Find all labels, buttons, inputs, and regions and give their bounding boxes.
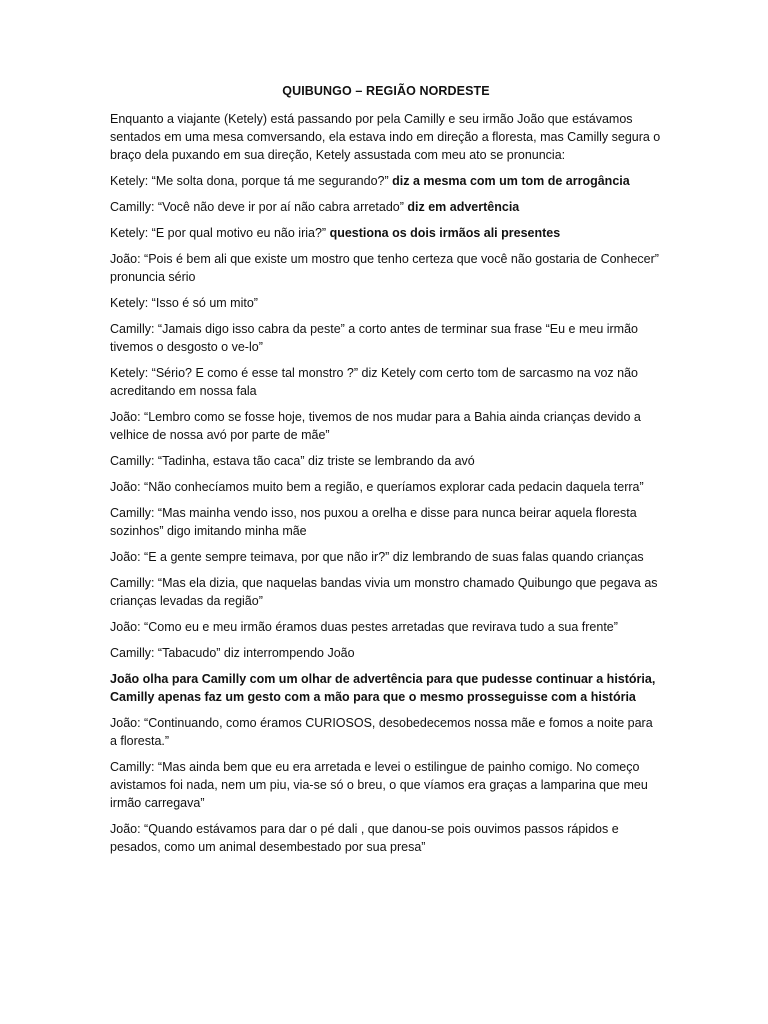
paragraph [110, 172, 662, 190]
paragraph-text: João: “Não conhecíamos muito bem a região, e queríamos explorar cada pedacin daquela terra” [110, 480, 644, 494]
paragraph-text: Ketely: “Sério? E como é esse tal monstro ?” diz Ketely com certo tom de sarcasmo na voz não acreditando em nossa fala [110, 366, 639, 398]
paragraph [110, 670, 662, 706]
paragraph-bold-text: questiona os dois irmãos ali presentes [329, 226, 561, 240]
paragraph-text: Ketely: “Me solta dona, porque tá me segurando?” [110, 174, 393, 188]
paragraph-text: Camilly: “Tadinha, estava tão caca” diz triste se lembrando da avó [110, 454, 475, 468]
paragraph-text: Camilly: “Jamais digo isso cabra da peste” a corto antes de terminar sua frase “Eu e meu irmão tivemos o desgosto o ve-lo” [110, 322, 639, 354]
paragraph-text: João: “Continuando, como éramos CURIOSOS, desobedecemos nossa mãe e fomos a noite para a floresta.” [110, 716, 653, 748]
paragraph-text: Ketely: “Isso é só um mito” [110, 296, 258, 310]
paragraph-bold-text: João olha para Camilly com um olhar de advertência para que pudesse continuar a história, Camilly apenas faz um gesto com a mão para que o mesmo prosseguisse com a história [110, 672, 656, 704]
paragraph [110, 320, 662, 356]
paragraph-text: Camilly: “Você não deve ir por aí não cabra arretado” [110, 200, 408, 214]
paragraph [110, 452, 662, 470]
paragraph-text: João: “Como eu e meu irmão éramos duas pestes arretadas que revirava tudo a sua frente” [110, 620, 618, 634]
paragraph-bold-text: diz em advertência [407, 200, 520, 214]
paragraph-text: Ketely: “E por qual motivo eu não iria?” [110, 226, 330, 240]
paragraph-text: João: “E a gente sempre teimava, por que não ir?” diz lembrando de suas falas quando crianças [110, 550, 644, 564]
paragraph [110, 364, 662, 400]
paragraph [110, 224, 662, 242]
paragraph [110, 644, 662, 662]
paragraph-text: Enquanto a viajante (Ketely) está passando por pela Camilly e seu irmão João que estávamos sentados em uma mesa comversando, ela estava indo em direção a floresta, mas Camilly segura o braço dela puxando em sua direção, Ketely assustada com meu ato se pronuncia: [110, 112, 661, 162]
paragraph-text: Camilly: “Mas ainda bem que eu era arretada e levei o estilingue de painho comigo. No começo avistamos foi nada, nem um piu, via-se só o breu, o que víamos era graças a lamparina que meu irmão carregava” [110, 760, 648, 810]
paragraph [110, 110, 662, 164]
paragraph [110, 758, 662, 812]
paragraph [110, 504, 662, 540]
paragraph-text: Camilly: “Mas ela dizia, que naquelas bandas vivia um monstro chamado Quibungo que pegava as crianças levadas da região” [110, 576, 658, 608]
paragraph-text: Camilly: “Tabacudo” diz interrompendo João [110, 646, 355, 660]
paragraph-text: Camilly: “Mas mainha vendo isso, nos puxou a orelha e disse para nunca beirar aquela floresta sozinhos” digo imitando minha mãe [110, 506, 637, 538]
paragraph [110, 198, 662, 216]
paragraph [110, 574, 662, 610]
paragraph [110, 408, 662, 444]
paragraph [110, 478, 662, 496]
paragraph [110, 294, 662, 312]
paragraph [110, 548, 662, 566]
paragraph-bold-text: diz a mesma com um tom de arrogância [392, 174, 630, 188]
paragraph-text: João: “Pois é bem ali que existe um mostro que tenho certeza que você não gostaria de Conhecer” pronuncia sério [110, 252, 659, 284]
paragraph [110, 618, 662, 636]
paragraph-text: João: “Quando estávamos para dar o pé dali , que danou-se pois ouvimos passos rápidos e pesados, como um animal desembestado por sua presa” [110, 822, 619, 854]
paragraph [110, 714, 662, 750]
paragraph-text: João: “Lembro como se fosse hoje, tivemos de nos mudar para a Bahia ainda crianças devido a velhice de nossa avó por parte de mãe” [110, 410, 641, 442]
document-body [110, 82, 662, 864]
paragraph [110, 250, 662, 286]
paragraph [110, 820, 662, 856]
document-title: QUIBUNGO – REGIÃO NORDESTE [282, 84, 490, 98]
